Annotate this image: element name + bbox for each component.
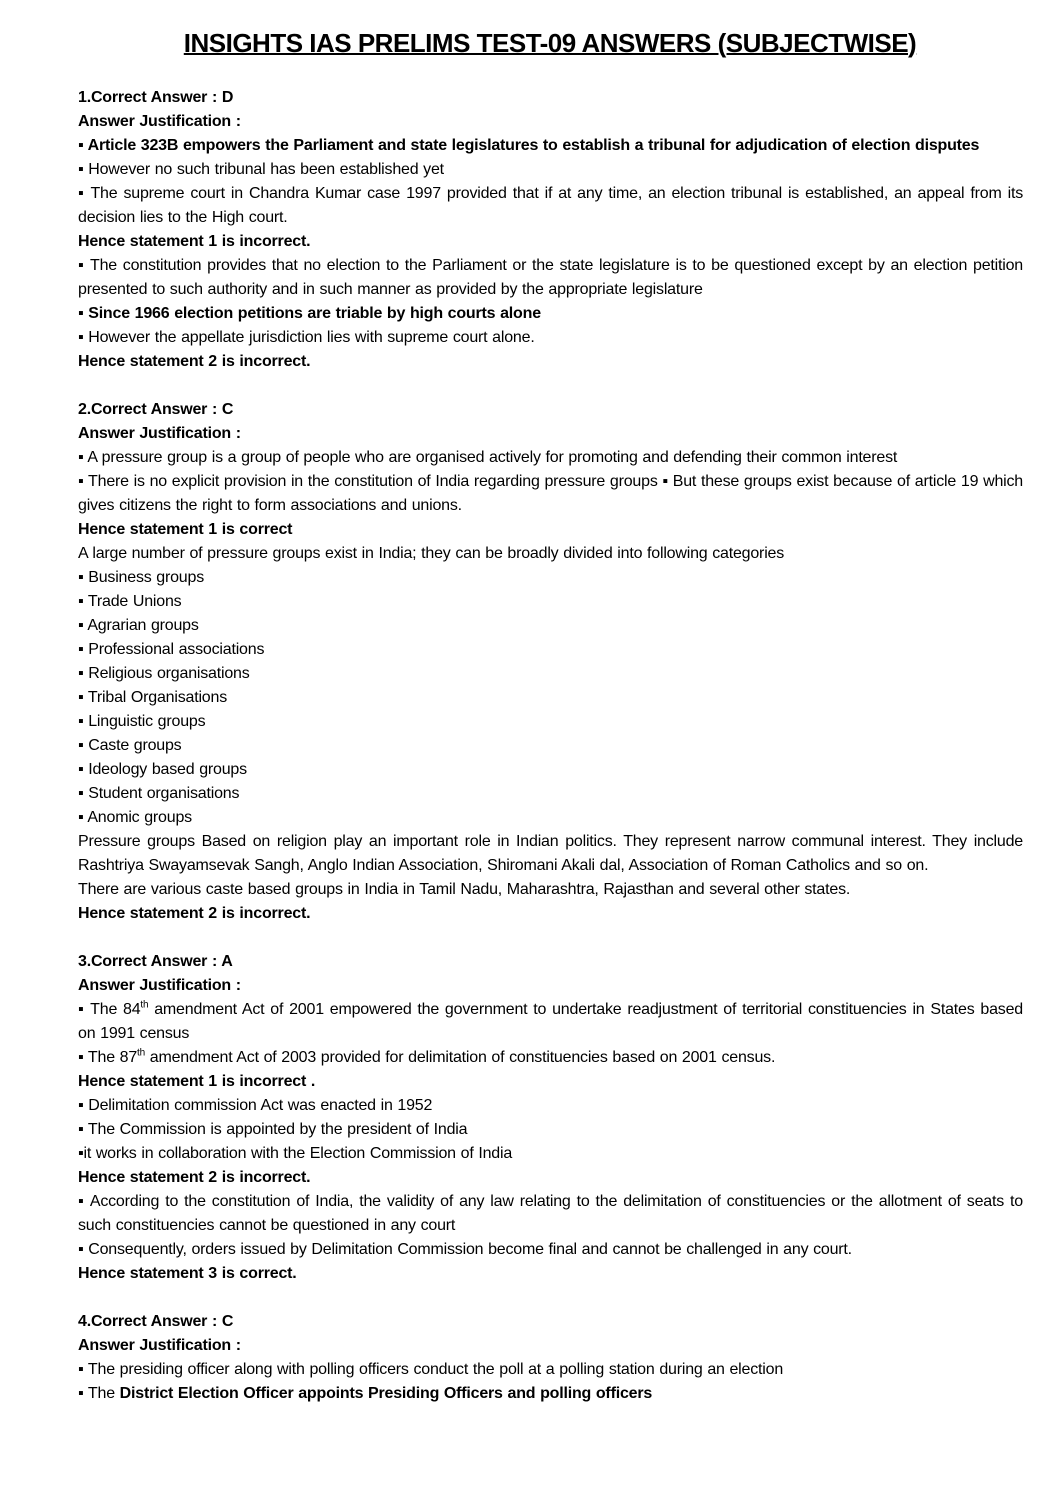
paragraph [78, 1046, 1023, 1070]
text-run: ▪ A pressure group is a group of people who are organised actively for promoting and defending their common interest [78, 449, 898, 466]
text-run: 4.Correct Answer : C [78, 1313, 234, 1330]
paragraph [78, 422, 1023, 446]
text-run: ▪ Religious organisations [78, 665, 250, 682]
paragraph [78, 590, 1023, 614]
paragraph [78, 86, 1023, 110]
text-run: Answer Justification : [78, 1337, 241, 1354]
text-run: ▪ Tribal Organisations [78, 689, 228, 706]
text-run: ▪ Trade Unions [78, 593, 182, 610]
paragraph [78, 254, 1023, 302]
text-run: 2.Correct Answer : C [78, 401, 234, 418]
answer-4 [78, 1310, 1023, 1406]
text-run: ▪ The 84 [78, 1001, 141, 1018]
paragraph [78, 1166, 1023, 1190]
text-run: ▪ Agrarian groups [78, 617, 199, 634]
paragraph [78, 1334, 1023, 1358]
text-run: ▪ Delimitation commission Act was enacted in 1952 [78, 1097, 433, 1114]
text-run: ▪ Consequently, orders issued by Delimitation Commission become final and cannot be challenged in any court. [78, 1241, 852, 1258]
paragraph [78, 1190, 1023, 1238]
paragraph [78, 110, 1023, 134]
paragraph [78, 638, 1023, 662]
paragraph [78, 1382, 1023, 1406]
paragraph [78, 302, 1023, 326]
paragraph [78, 1262, 1023, 1286]
text-run: ▪ The [78, 1385, 120, 1402]
paragraph [78, 398, 1023, 422]
text-run: ▪ Since 1966 election petitions are triable by high courts alone [78, 305, 541, 322]
paragraph [78, 1142, 1023, 1166]
page-title: INSIGHTS IAS PRELIMS TEST-09 ANSWERS (SUBJECTWISE) [183, 28, 917, 58]
paragraph [78, 1094, 1023, 1118]
text-run: Hence statement 3 is correct. [78, 1265, 297, 1282]
text-run: District Election Officer appoints Presiding Officers and polling officers [119, 1385, 653, 1402]
text-run: Answer Justification : [78, 113, 241, 130]
text-run: ▪ The constitution provides that no election to the Parliament or the state legislature is to be questioned except by an election petition presented to such authority and in such manner as provided by the appropriate legislature [78, 257, 1023, 298]
text-run: Answer Justification : [78, 425, 241, 442]
paragraph [78, 614, 1023, 638]
paragraph [78, 158, 1023, 182]
text-run: ▪ Article 323B empowers the Parliament and state legislatures to establish a tribunal for adjudication of election disputes [78, 137, 980, 154]
text-run: ▪ The Commission is appointed by the president of India [78, 1121, 468, 1138]
answer-2 [78, 398, 1023, 926]
text-run: 3.Correct Answer : A [78, 953, 233, 970]
paragraph [78, 518, 1023, 542]
paragraph [78, 182, 1023, 230]
paragraph [78, 902, 1023, 926]
paragraph [78, 950, 1023, 974]
paragraph [78, 974, 1023, 998]
text-run: ▪ Business groups [78, 569, 205, 586]
paragraph [78, 806, 1023, 830]
paragraph [78, 878, 1023, 902]
answer-1 [78, 86, 1023, 374]
text-run: ▪ There is no explicit provision in the constitution of India regarding pressure groups ▪ But these groups exist because of article 19 which gives citizens the right to form associations and unions. [78, 473, 1023, 514]
text-run: amendment Act of 2001 empowered the government to undertake readjustment of territorial constituencies in States based on 1991 census [78, 1001, 1023, 1042]
text-run: ▪ The presiding officer along with polling officers conduct the poll at a polling station during an election [78, 1361, 784, 1378]
text-run: ▪ However the appellate jurisdiction lies with supreme court alone. [78, 329, 535, 346]
paragraph [78, 470, 1023, 518]
text-run: ▪ Caste groups [78, 737, 182, 754]
text-run: There are various caste based groups in India in Tamil Nadu, Maharashtra, Rajasthan and several other states. [78, 881, 851, 898]
text-run: ▪ Student organisations [78, 785, 240, 802]
paragraph [78, 1238, 1023, 1262]
paragraph [78, 1070, 1023, 1094]
answer-3 [78, 950, 1023, 1286]
paragraph [78, 734, 1023, 758]
text-run: Hence statement 2 is incorrect. [78, 905, 311, 922]
paragraph [78, 686, 1023, 710]
text-run: Answer Justification : [78, 977, 241, 994]
text-run: Hence statement 1 is correct [78, 521, 293, 538]
paragraph [78, 350, 1023, 374]
paragraph [78, 998, 1023, 1046]
paragraph [78, 542, 1023, 566]
paragraph [78, 326, 1023, 350]
text-run: Hence statement 2 is incorrect. [78, 353, 311, 370]
text-run: ▪ However no such tribunal has been established yet [78, 161, 444, 178]
text-run: Pressure groups Based on religion play an important role in Indian politics. They represent narrow communal interest. They include Rashtriya Swayamsevak Sangh, Anglo Indian Association, Shiromani Akali dal, Association of Roman Catholics and so on. [78, 833, 1023, 874]
paragraph [78, 134, 1023, 158]
text-run: ▪ Ideology based groups [78, 761, 247, 778]
text-run: Hence statement 1 is incorrect . [78, 1073, 316, 1090]
text-run: 1.Correct Answer : D [78, 89, 234, 106]
paragraph [78, 1118, 1023, 1142]
text-run: ▪ Linguistic groups [78, 713, 206, 730]
text-run: ▪ Professional associations [78, 641, 265, 658]
text-run: Hence statement 2 is incorrect. [78, 1169, 311, 1186]
paragraph [78, 230, 1023, 254]
paragraph [78, 1358, 1023, 1382]
text-run: ▪ Anomic groups [78, 809, 192, 826]
text-run: ▪it works in collaboration with the Election Commission of India [78, 1145, 513, 1162]
superscript-text: th [140, 999, 149, 1011]
document-body [78, 86, 1023, 1406]
text-run: A large number of pressure groups exist in India; they can be broadly divided into following categories [78, 545, 785, 562]
paragraph [78, 446, 1023, 470]
paragraph [78, 710, 1023, 734]
paragraph [78, 566, 1023, 590]
superscript-text: th [137, 1047, 145, 1059]
paragraph [78, 662, 1023, 686]
paragraph [78, 830, 1023, 878]
paragraph [78, 758, 1023, 782]
text-run: ▪ According to the constitution of India, the validity of any law relating to the delimitation of constituencies or the allotment of seats to such constituencies cannot be questioned in any court [78, 1193, 1023, 1234]
text-run: Hence statement 1 is incorrect. [78, 233, 311, 250]
paragraph [78, 1310, 1023, 1334]
paragraph [78, 782, 1023, 806]
text-run: amendment Act of 2003 provided for delimitation of constituencies based on 2001 census. [145, 1049, 776, 1066]
text-run: ▪ The 87 [78, 1049, 138, 1066]
text-run: ▪ The supreme court in Chandra Kumar case 1997 provided that if at any time, an election tribunal is established, an appeal from its decision lies to the High court. [78, 185, 1023, 226]
